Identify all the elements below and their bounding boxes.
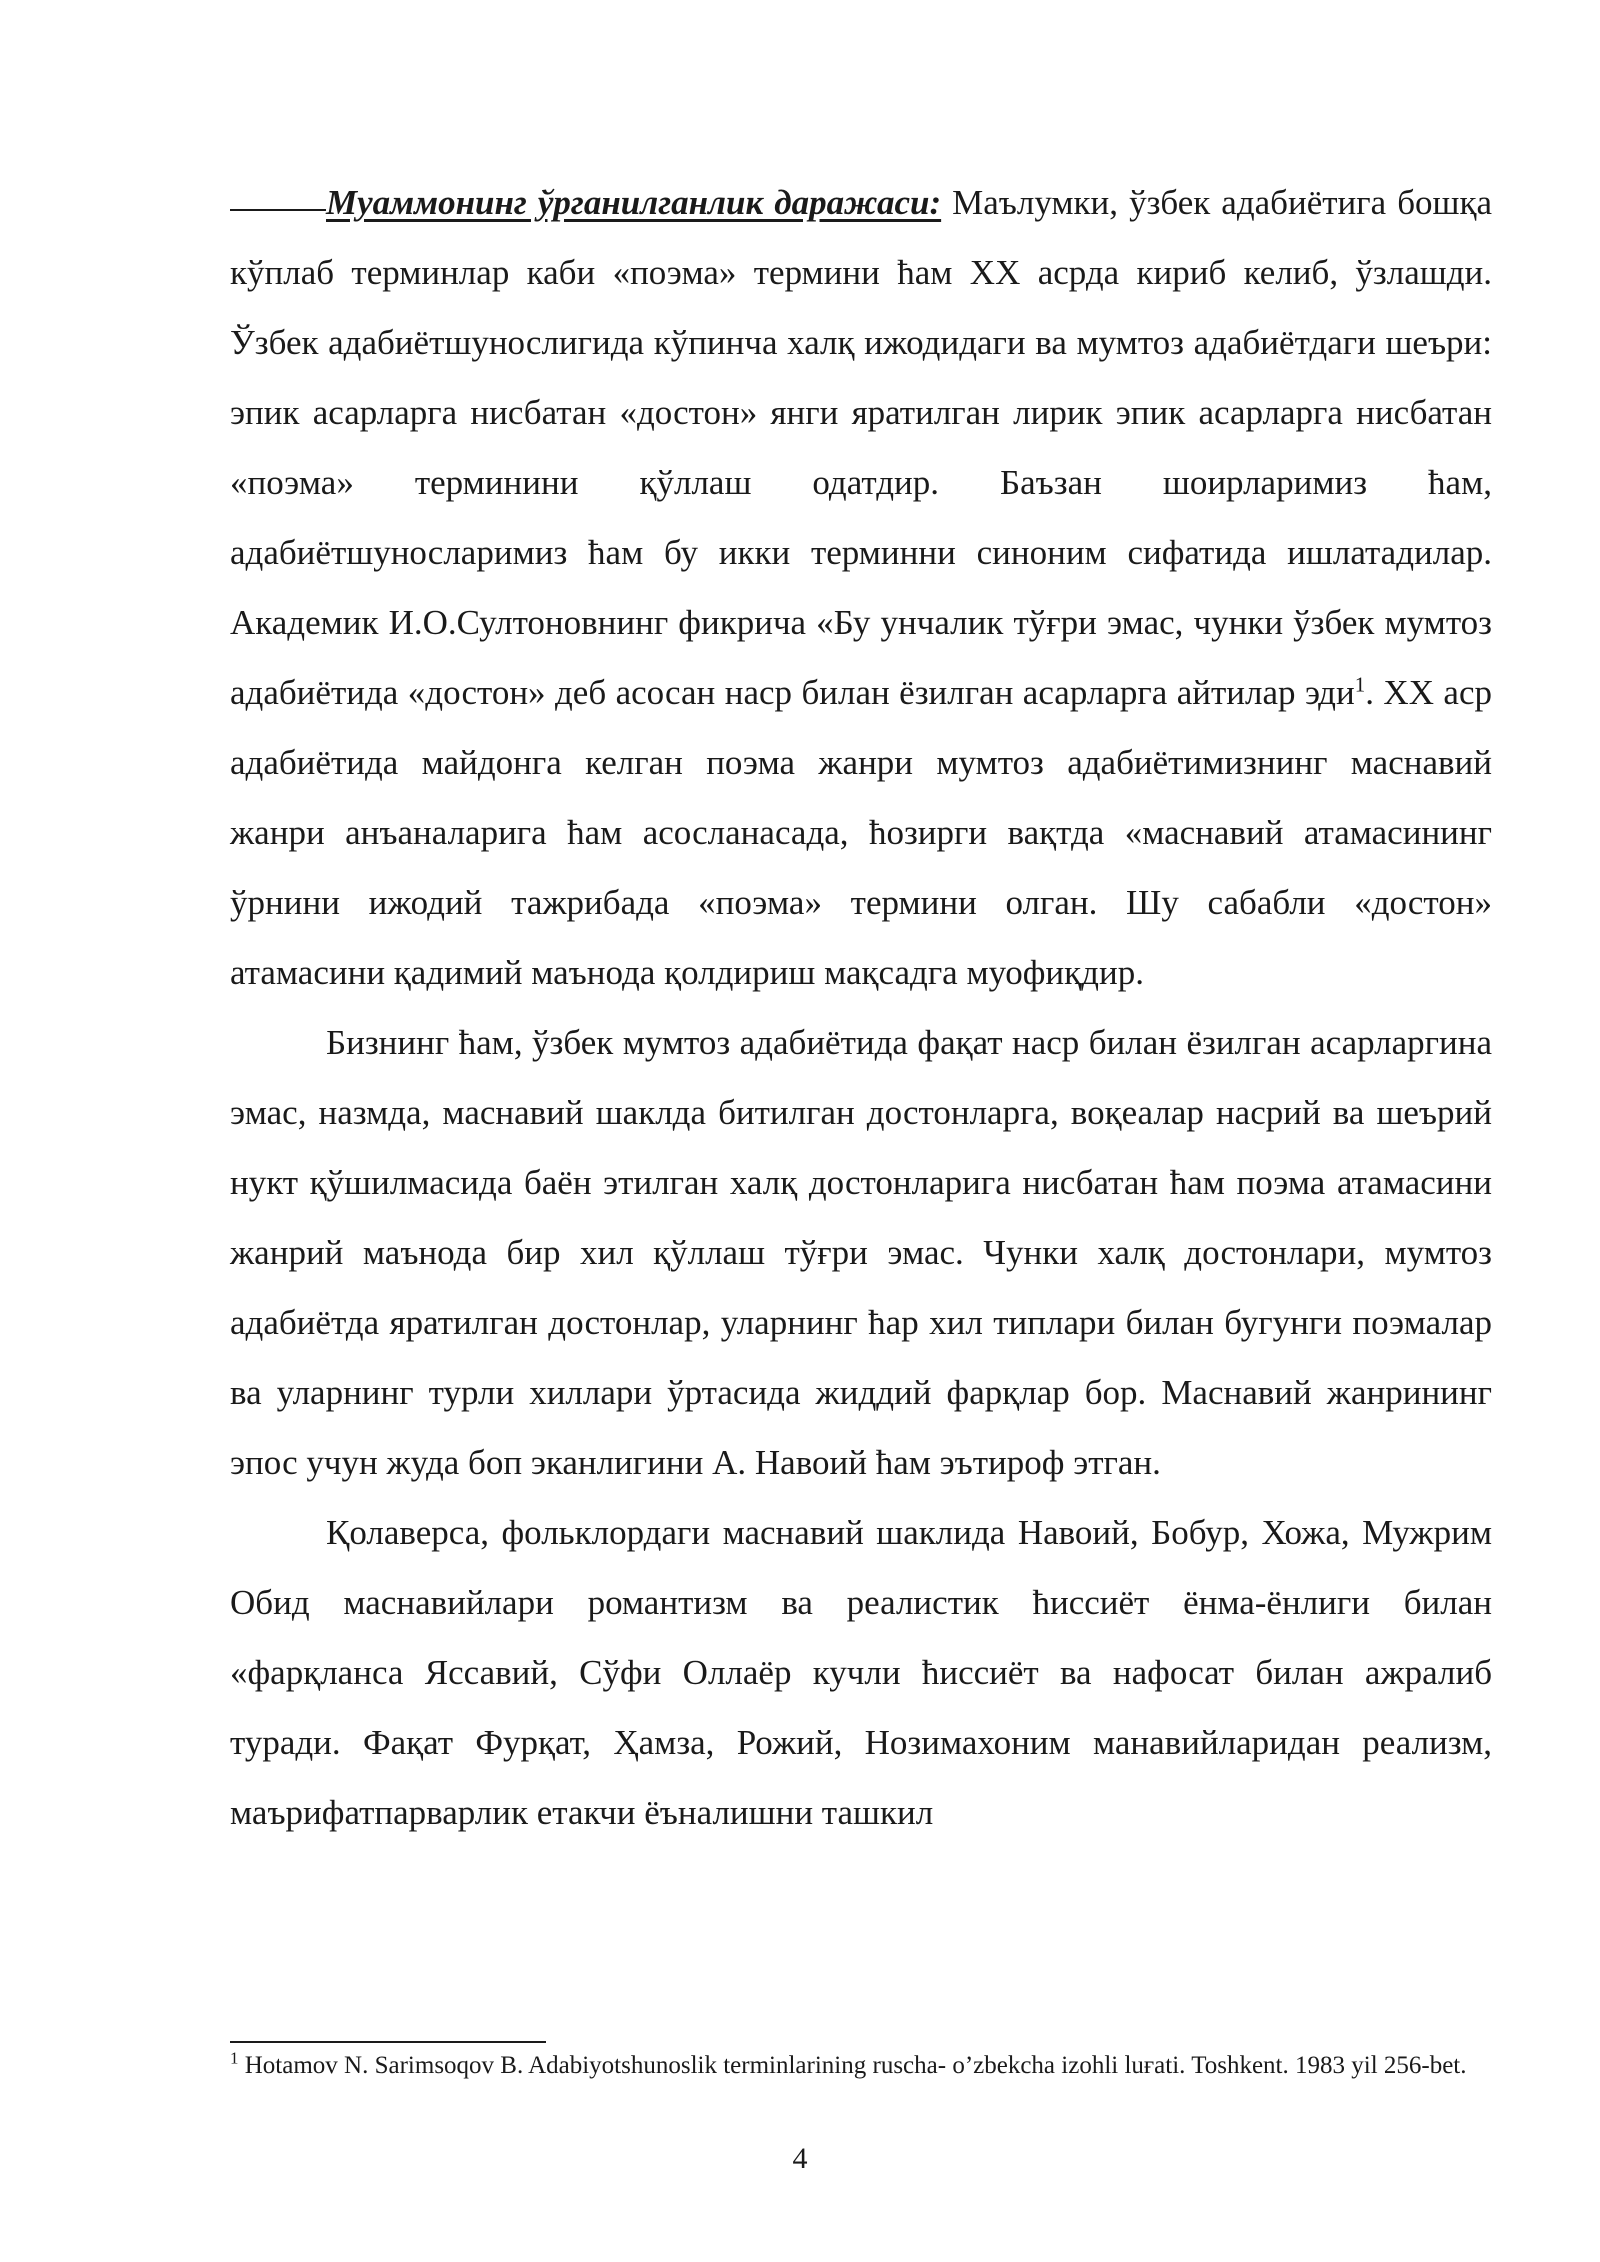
section-heading-inline: Муаммонинг ўрганилганлик даражаси: <box>326 183 942 222</box>
body-text <box>230 168 1492 1848</box>
footnote <box>230 2050 1492 2082</box>
paragraph-1-text-b: . XX аср адабиётида майдонга келган поэма жанри мумтоз адабиётимизнинг маснавий жанри анъаналарига ћам асосланасада, ћозирги вақтда «маснавий атамасининг ўрнини ижодий тажрибада «поэма» термини олган. Шу сабабли «достон» атамасини қадимий маънода қолдириш мақсадга муофиқдир. <box>230 673 1492 992</box>
paragraph-2: Бизнинг ћам, ўзбек мумтоз адабиётида фақат наср билан ёзилган асарларгина эмас, назмда, маснавий шаклда битилган достонларга, воқеалар насрий ва шеърий нукт қўшилмасида баён этилган халқ достонларига нисбатан ћам поэма атамасини жанрий маънода бир хил қўллаш тўғри эмас. Чунки халқ достонлари, мумтоз адабиётда яратилган достонлар, уларнинг ћар хил типлари билан бугунги поэмалар ва уларнинг турли хиллари ўртасида жиддий фарқлар бор. Маснавий жанрининг эпос учун жуда боп эканлигини А. Навоий ћам эътироф этган. <box>230 1023 1492 1482</box>
paragraph-1-text-a: Маълумки, ўзбек адабиётига бошқа кўплаб терминлар каби «поэма» термини ћам XX асрда кириб келиб, ўзлашди. Ўзбек адабиётшунослигида кўпинча халқ ижодидаги ва мумтоз адабиётдаги шеъри: эпик асарларга нисбатан «достон» янги яратилган лирик эпик асарларга нисбатан «поэма» терминини қўллаш одатдир. Баъзан шоирларимиз ћам, адабиётшуносларимиз ћам бу икки терминни синоним сифатида ишлатадилар. Академик И.О.Султоновнинг фикрича «Бу унчалик тўғри эмас, чунки ўзбек мумтоз адабиётида «достон» деб асосан наср билан ёзилган асарларга айтилар эди <box>230 183 1492 712</box>
page-number: 4 <box>792 2142 808 2175</box>
footnote-separator <box>230 2041 546 2043</box>
footnote-reference[interactable]: 1 <box>1354 672 1366 697</box>
footnote-number: 1 <box>230 2048 239 2068</box>
footnote-text: Hotamov N. Sarimsoqov B. Adabiyotshunoslik terminlarining ruscha- o’zbekcha izohli luғati. Toshkent. 1983 yil 256-bet. <box>238 2052 1467 2079</box>
paragraph-1 <box>230 168 1492 1008</box>
paragraph-3: Қолаверса, фольклордаги маснавий шаклида Навоий, Бобур, Хожа, Мужрим Обид маснавийлари романтизм ва реалистик ћиссиёт ёнма-ёнлиги билан «фарқланса Яссавий, Сўфи Оллаёр кучли ћиссиёт ва нафосат билан ажралиб туради. Фақат Фурқат, Ҳамза, Рожий, Нозимахоним манавийларидан реализм, маърифатпарварлик етакчи ёъналишни ташкил <box>230 1513 1492 1832</box>
indent-underline <box>230 209 326 211</box>
